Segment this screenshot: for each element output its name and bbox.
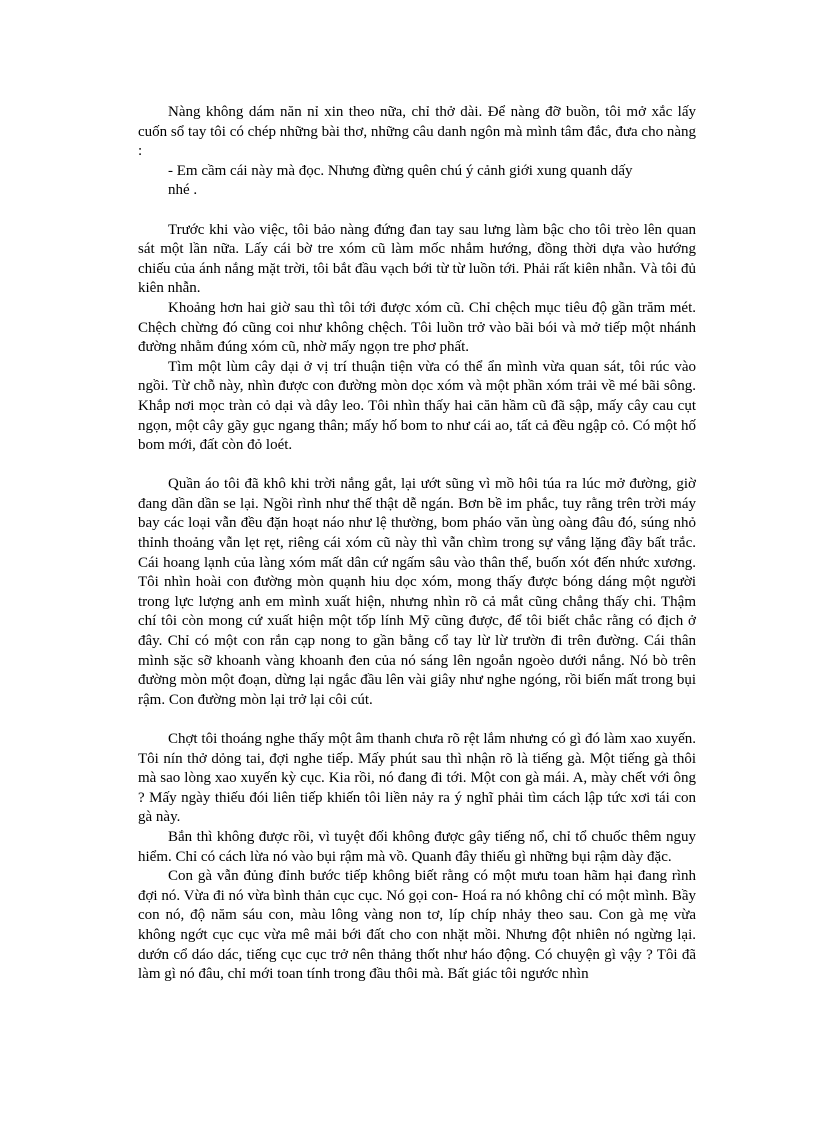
paragraph-5: Quần áo tôi đã khô khi trời nắng gắt, lại ướt sũng vì mồ hôi túa ra lúc mở đường, giờ đang dần dần se lại. Ngồi rình như thế thật dễ ngán. Bơn bề im phắc, tuy rằng trên trời máy bay các loại vẫn đều đặn hoạt náo như lệ thường, bom pháo văn ùng oàng đâu đó, súng nhỏ thỉnh thoảng vẫn lẹt rẹt, riêng cái xóm cũ này thì vẫn chìm trong sự vắng lặng đầy bất trắc. Cái hoang lạnh của làng xóm mất dân cứ ngấm sâu vào thân thể, buốn xót đến nhức xương. Tôi nhìn hoài con đường mòn quạnh hiu dọc xóm, mong thấy được bóng dáng một người trong lực lượng anh em mình xuất hiện, nhưng nhìn rõ cả mắt cũng chẳng thấy chi. Thậm chí tôi còn mong cứ xuất hiện một tốp lính Mỹ cũng được, để tôi biết chắc rằng có địch ở đây. Chỉ có một con rắn cạp nong to gần bằng cổ tay lừ lừ trườn đi trên đường. Cái thân mình sặc sỡ khoanh vàng khoanh đen của nó sáng lên ngoắn ngoèo dưới nắng. Nó bò trên đường mòn một đoạn, dừng lại ngắc đầu lên vài giây như nghe ngóng, rồi biến mất trong bụi rậm. Con đường mòn lại trở lại côi cút. [138,476,696,708]
paragraph-6: Chợt tôi thoáng nghe thấy một âm thanh chưa rõ rệt lắm nhưng có gì đó làm xao xuyến. Tôi nín thở dỏng tai, đợi nghe tiếp. Mấy phút sau thì nhận rõ là tiếng gà. Một tiếng gà thôi mà sao lòng xao xuyến kỳ cục. Kia rồi, nó đang đi tới. Một con gà mái. A, mày chết với ông ? Mấy ngày thiếu đói liên tiếp khiến tôi liền nảy ra ý nghĩ phải tìm cách lập tức xơi tái con gà này. [138,731,696,826]
paragraph-gap [138,456,696,476]
paragraph-4: Tìm một lùm cây dại ở vị trí thuận tiện vừa có thể ẩn mình vừa quan sát, tôi rúc vào ngồi. Từ chỗ này, nhìn được con đường mòn dọc xóm và một phần xóm trải về mé bãi sông. Khắp nơi mọc tràn cỏ dại và dây leo. Tôi nhìn thấy hai căn hầm cũ đã sập, mấy cây cau cụt ngọn, một cây gãy gục ngang thân; mấy hố bom to như cái ao, tất cả đều ngập cỏ. Có một hố bom mới, đất còn đỏ loét. [138,358,696,454]
paragraph-1: Nàng không dám năn nỉ xin theo nữa, chỉ thở dài. Để nàng đỡ buồn, tôi mở xắc lấy cuốn sổ tay tôi có chép những bài thơ, những câu danh ngôn mà mình tâm đắc, đưa cho nàng : [138,104,696,160]
paragraph-3: Khoảng hơn hai giờ sau thì tôi tới được xóm cũ. Chỉ chệch mục tiêu độ gần trăm mét. Chệch chừng đó cũng coi như không chệch. Tôi luồn trở vào bãi bói và mở tiếp một nhánh đường nhằm đúng xóm cũ, nhờ mấy ngọn tre phơ phất. [138,299,696,356]
dialogue-line: - Em cầm cái này mà đọc. Nhưng đừng quên chú ý cảnh giới xung quanh dấy nhé . [168,162,633,199]
paragraph-8: Con gà vẫn đủng đỉnh bước tiếp không biết rằng có một mưu toan hãm hại đang rình đợi nó. Vừa đi nó vừa bình thản cục cục. Nó gọi con- Hoá ra nó không chỉ có một mình. Bầy con nó, độ năm sáu con, màu lông vàng non tơ, líp chíp nhảy theo sau. Con gà mẹ vừa không ngớt cục cục vừa mê mải bới đất cho con nhặt mồi. Nhưng đột nhiên nó ngừng lại. dướn cổ dáo dác, tiếng cục cục trở nên thảng thốt như háo động. Có chuyện gì vậy ? Tôi đã làm gì nó đâu, chỉ mới toan tính trong đầu thôi mà. Bất giác tôi ngước nhìn [138,868,696,983]
paragraph-7: Bắn thì không được rồi, vì tuyệt đối không được gây tiếng nổ, chỉ tổ chuốc thêm nguy hiểm. Chỉ có cách lừa nó vào bụi rậm mà vồ. Quanh đây thiếu gì những bụi rậm dày đặc. [138,828,696,865]
body-text [138,103,696,985]
paragraph-gap [138,710,696,730]
paragraph-2: Trước khi vào việc, tôi bảo nàng đứng đan tay sau lưng làm bậc cho tôi trèo lên quan sát một lần nữa. Lấy cái bờ tre xóm cũ làm mốc nhắm hướng, đồng thời dựa vào hướng chiếu của ánh nắng mặt trời, tôi bắt đầu vạch bới từ từ luồn tới. Phải rất kiên nhẫn. Và tôi đủ kiên nhẫn. [138,221,696,297]
paragraph-gap [138,201,696,221]
